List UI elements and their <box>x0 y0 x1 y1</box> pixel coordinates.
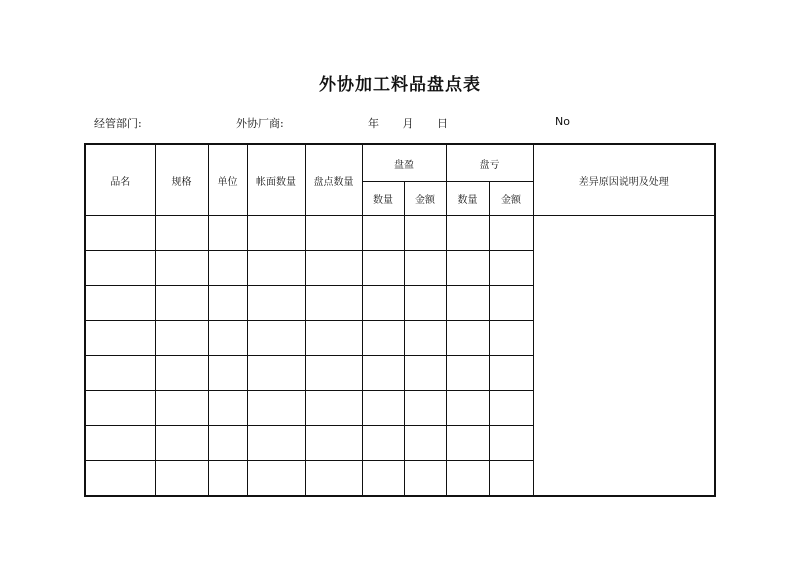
cell-item-name[interactable] <box>85 356 155 391</box>
cell-spec[interactable] <box>155 391 208 426</box>
cell-deficit-amount[interactable] <box>489 391 533 426</box>
cell-book-qty[interactable] <box>247 321 305 356</box>
cell-book-qty[interactable] <box>247 391 305 426</box>
table-body <box>85 216 715 497</box>
cell-book-qty[interactable] <box>247 251 305 286</box>
cell-surplus-amount[interactable] <box>404 251 446 286</box>
cell-item-name[interactable] <box>85 251 155 286</box>
header-count-qty: 盘点数量 <box>305 144 362 216</box>
header-deficit-amount: 金额 <box>489 182 533 216</box>
cell-deficit-amount[interactable] <box>489 426 533 461</box>
cell-surplus-qty[interactable] <box>362 426 404 461</box>
header-surplus-qty: 数量 <box>362 182 404 216</box>
cell-deficit-qty[interactable] <box>446 461 489 497</box>
department-field-label: 经管部门: <box>94 117 142 130</box>
cell-surplus-amount[interactable] <box>404 426 446 461</box>
cell-surplus-qty[interactable] <box>362 391 404 426</box>
cell-count-qty[interactable] <box>305 426 362 461</box>
cell-item-name[interactable] <box>85 461 155 497</box>
cell-surplus-qty[interactable] <box>362 286 404 321</box>
cell-deficit-amount[interactable] <box>489 356 533 391</box>
number-field-label: No <box>555 115 570 128</box>
cell-deficit-qty[interactable] <box>446 251 489 286</box>
cell-book-qty[interactable] <box>247 356 305 391</box>
header-deficit: 盘亏 <box>446 144 533 182</box>
cell-count-qty[interactable] <box>305 216 362 251</box>
cell-unit[interactable] <box>208 356 247 391</box>
cell-surplus-amount[interactable] <box>404 391 446 426</box>
cell-count-qty[interactable] <box>305 321 362 356</box>
cell-deficit-amount[interactable] <box>489 251 533 286</box>
cell-remark[interactable] <box>533 216 715 497</box>
cell-count-qty[interactable] <box>305 251 362 286</box>
cell-deficit-qty[interactable] <box>446 426 489 461</box>
cell-spec[interactable] <box>155 426 208 461</box>
cell-deficit-qty[interactable] <box>446 321 489 356</box>
cell-surplus-qty[interactable] <box>362 251 404 286</box>
inventory-table <box>84 143 716 497</box>
cell-unit[interactable] <box>208 461 247 497</box>
cell-unit[interactable] <box>208 286 247 321</box>
header-remark: 差异原因说明及处理 <box>533 144 715 216</box>
header-item-name: 品名 <box>85 144 155 216</box>
cell-item-name[interactable] <box>85 321 155 356</box>
cell-count-qty[interactable] <box>305 286 362 321</box>
cell-book-qty[interactable] <box>247 426 305 461</box>
header-spec: 规格 <box>155 144 208 216</box>
cell-spec[interactable] <box>155 356 208 391</box>
cell-unit[interactable] <box>208 391 247 426</box>
cell-spec[interactable] <box>155 251 208 286</box>
cell-spec[interactable] <box>155 216 208 251</box>
cell-deficit-amount[interactable] <box>489 286 533 321</box>
cell-item-name[interactable] <box>85 426 155 461</box>
cell-deficit-amount[interactable] <box>489 461 533 497</box>
cell-count-qty[interactable] <box>305 391 362 426</box>
date-field <box>368 115 448 131</box>
header-row-1 <box>85 144 715 182</box>
cell-book-qty[interactable] <box>247 216 305 251</box>
date-year-label: 年 <box>368 117 379 130</box>
date-month-label: 月 <box>402 117 414 130</box>
cell-surplus-amount[interactable] <box>404 286 446 321</box>
cell-spec[interactable] <box>155 461 208 497</box>
vendor-field-label: 外协厂商: <box>236 117 284 130</box>
cell-deficit-qty[interactable] <box>446 216 489 251</box>
date-day-label: 日 <box>437 117 448 130</box>
cell-surplus-qty[interactable] <box>362 356 404 391</box>
header-unit: 单位 <box>208 144 247 216</box>
cell-unit[interactable] <box>208 426 247 461</box>
cell-item-name[interactable] <box>85 216 155 251</box>
header-book-qty: 帐面数量 <box>247 144 305 216</box>
cell-surplus-amount[interactable] <box>404 321 446 356</box>
cell-deficit-qty[interactable] <box>446 391 489 426</box>
cell-unit[interactable] <box>208 321 247 356</box>
cell-deficit-qty[interactable] <box>446 356 489 391</box>
cell-surplus-amount[interactable] <box>404 216 446 251</box>
cell-count-qty[interactable] <box>305 461 362 497</box>
cell-deficit-amount[interactable] <box>489 216 533 251</box>
cell-deficit-amount[interactable] <box>489 321 533 356</box>
cell-surplus-qty[interactable] <box>362 321 404 356</box>
cell-book-qty[interactable] <box>247 461 305 497</box>
cell-item-name[interactable] <box>85 286 155 321</box>
cell-unit[interactable] <box>208 216 247 251</box>
cell-item-name[interactable] <box>85 391 155 426</box>
cell-unit[interactable] <box>208 251 247 286</box>
cell-surplus-qty[interactable] <box>362 461 404 497</box>
cell-surplus-amount[interactable] <box>404 356 446 391</box>
cell-book-qty[interactable] <box>247 286 305 321</box>
cell-spec[interactable] <box>155 286 208 321</box>
table-row <box>85 216 715 251</box>
cell-surplus-qty[interactable] <box>362 216 404 251</box>
cell-spec[interactable] <box>155 321 208 356</box>
header-deficit-qty: 数量 <box>446 182 489 216</box>
header-surplus-amount: 金额 <box>404 182 446 216</box>
document-title: 外协加工料品盘点表 <box>319 75 481 95</box>
cell-surplus-amount[interactable] <box>404 461 446 497</box>
cell-count-qty[interactable] <box>305 356 362 391</box>
cell-deficit-qty[interactable] <box>446 286 489 321</box>
header-surplus: 盘盈 <box>362 144 446 182</box>
